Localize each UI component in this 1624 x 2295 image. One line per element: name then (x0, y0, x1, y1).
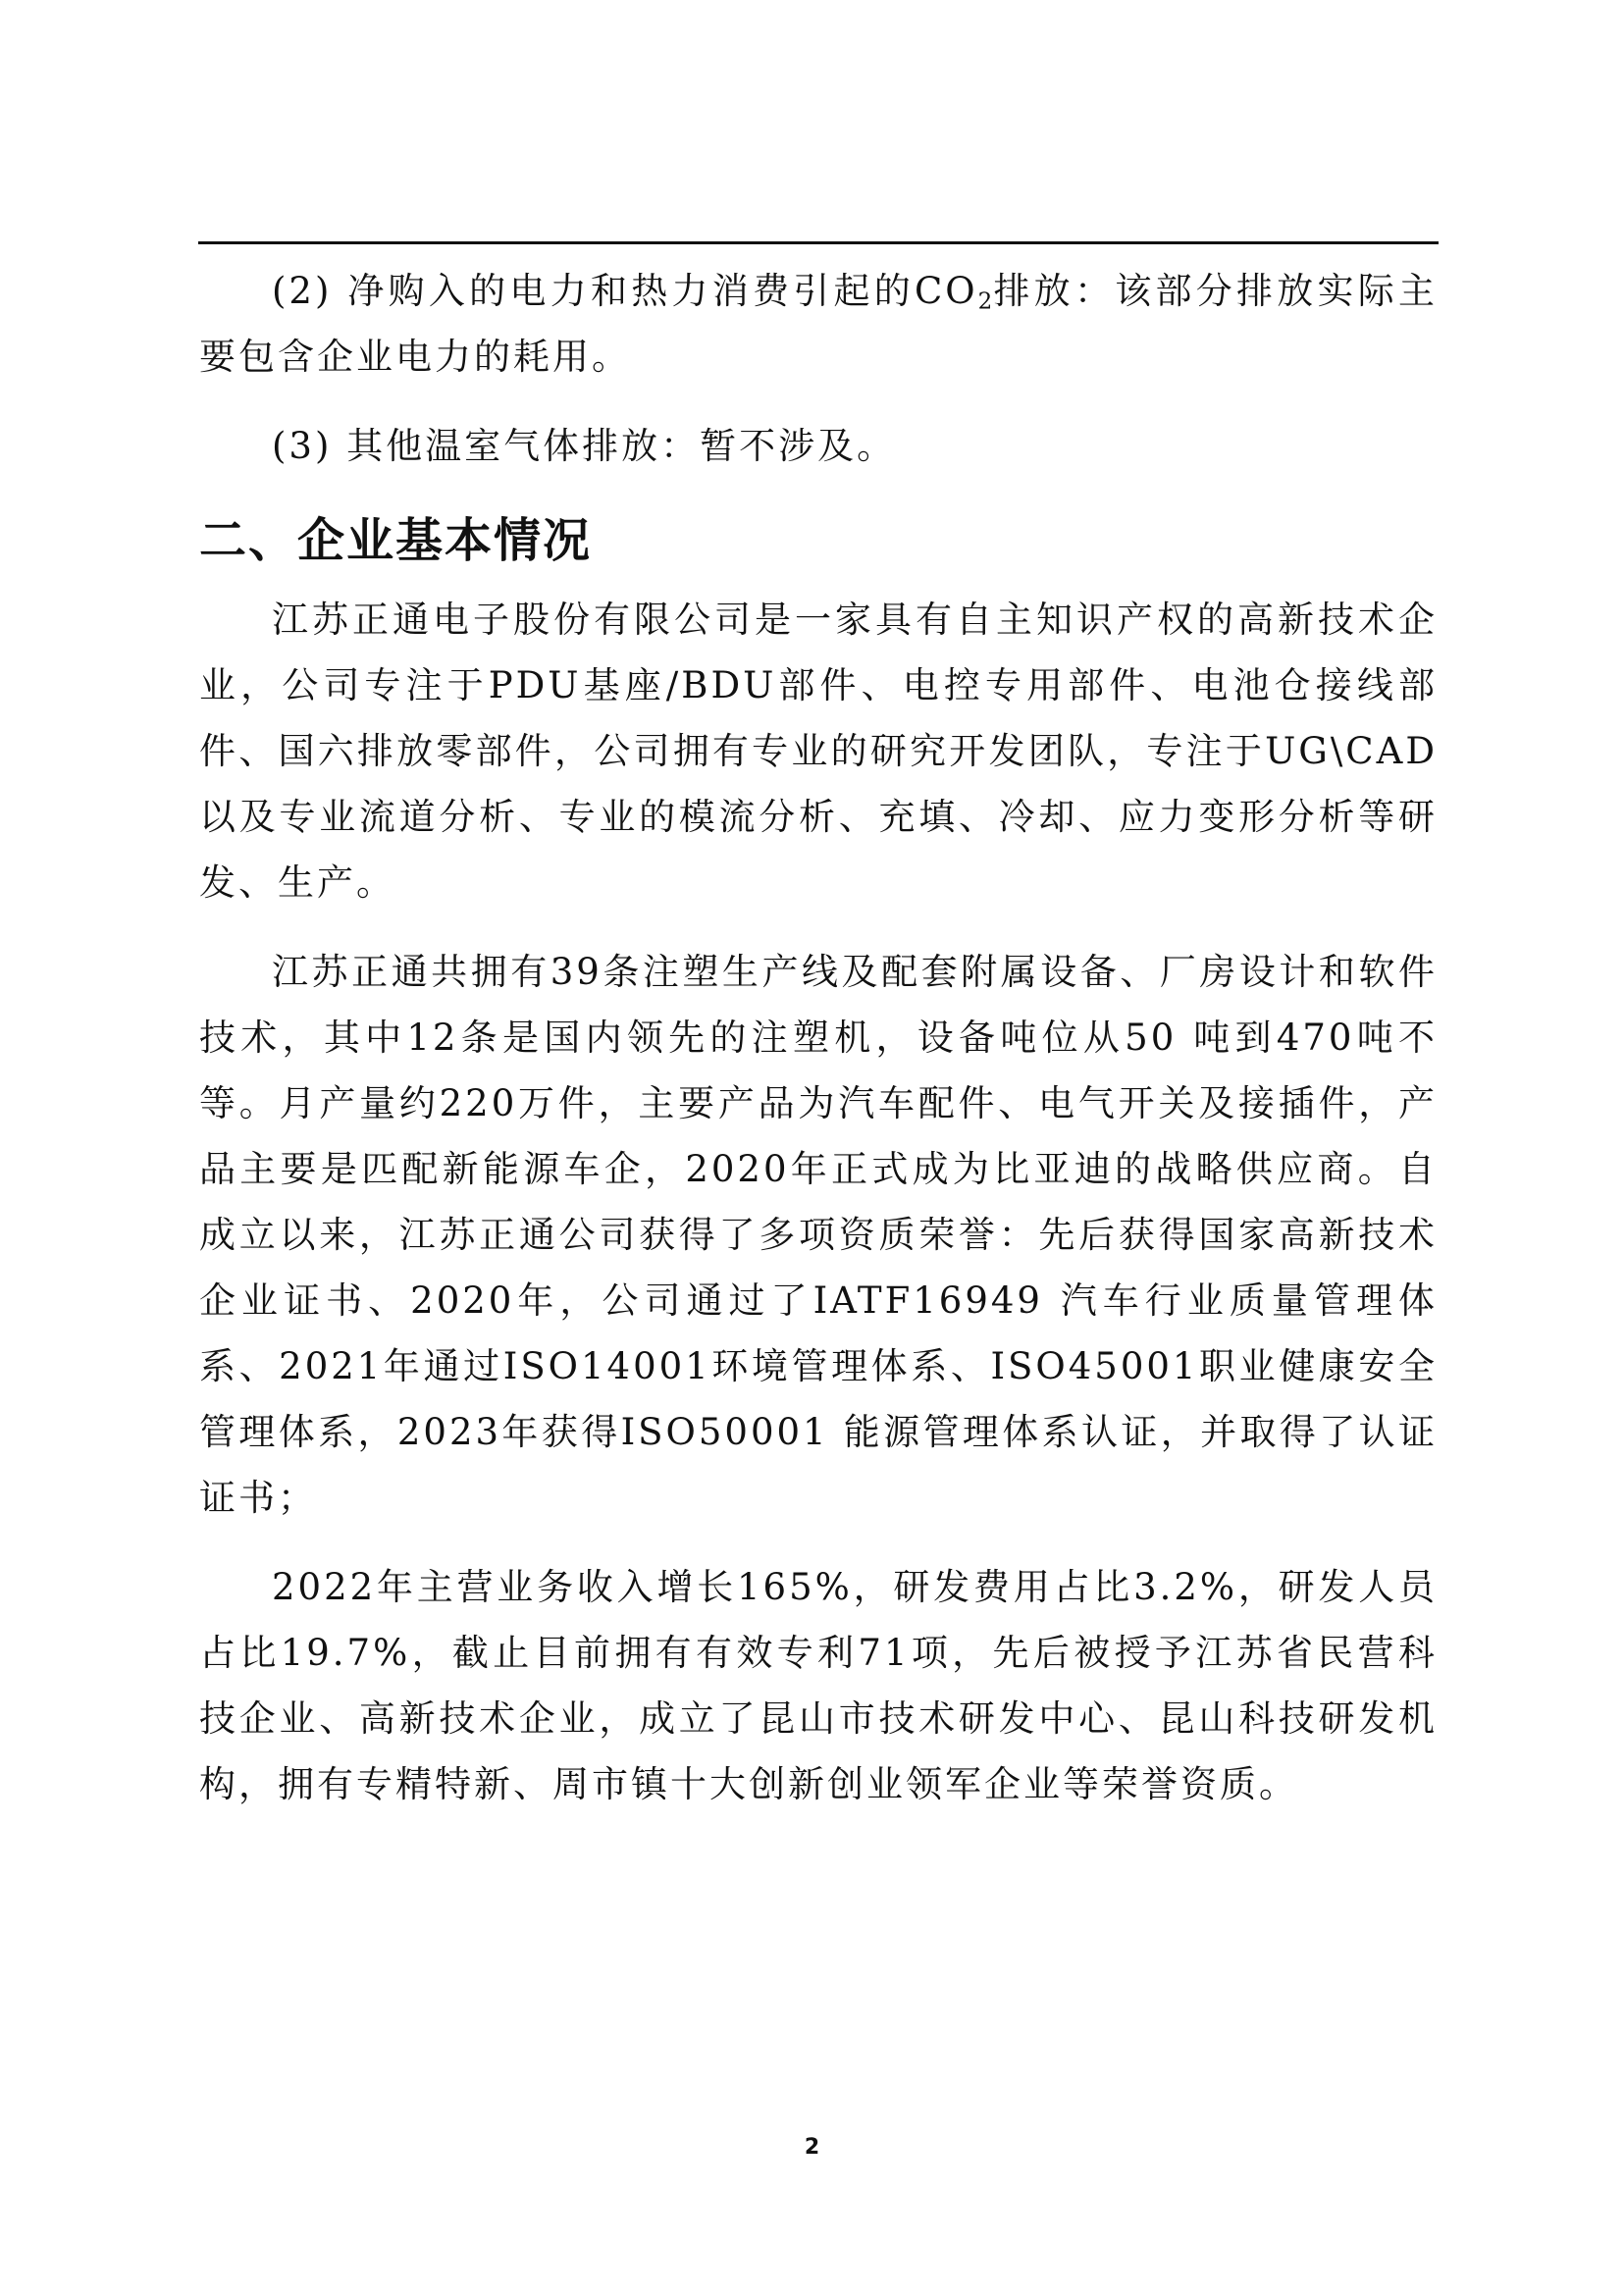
header-rule (198, 241, 1439, 244)
emission-item-2-suffix: 排放：该部分排放实际主要包含企业电力的耗用。 (199, 270, 1439, 378)
performance-paragraph: 2022年主营业务收入增长165%，研发费用占比3.2%，研发人员占比19.7%，截止目前拥有有效专利71项，先后被授予江苏省民营科技企业、高新技术企业，成立了昆山市技术研发中心、昆山科技研发机构，拥有专精特新、周市镇十大创新创业领军企业等荣誉资质。 (199, 1566, 1438, 1805)
section-heading: 二、企业基本情况 (199, 513, 593, 568)
page-content (199, 258, 1438, 1817)
emission-item-2 (199, 258, 1438, 390)
emission-item-3: (3) 其他温室气体排放：暂不涉及。 (272, 425, 897, 467)
page-number: 2 (804, 2135, 820, 2160)
co2-subscript: 2 (977, 288, 993, 315)
emission-item-2-prefix: (2) 净购入的电力和热力消费引起的CO (272, 270, 978, 312)
company-intro-paragraph: 江苏正通电子股份有限公司是一家具有自主知识产权的高新技术企业，公司专注于PDU基座/BDU部件、电控专用部件、电池仓接线部件、国六排放零部件，公司拥有专业的研究开发团队，专注于UG\CAD以及专业流道分析、专业的模流分析、充填、冷却、应力变形分析等研发、生产。 (199, 599, 1438, 904)
production-paragraph: 江苏正通共拥有39条注塑生产线及配套附属设备、厂房设计和软件技术，其中12条是国内领先的注塑机，设备吨位从50 吨到470吨不等。月产量约220万件，主要产品为汽车配件、电气开关及接插件，产品主要是匹配新能源车企，2020年正式成为比亚迪的战略供应商。自成立以来，江苏正通公司获得了多项资质荣誉：先后获得国家高新技术企业证书、2020年，公司通过了IATF16949 汽车行业质量管理体系、2021年通过ISO14001环境管理体系、ISO45001职业健康安全管理体系，2023年获得ISO50001 能源管理体系认证，并取得了认证证书； (199, 951, 1438, 1519)
